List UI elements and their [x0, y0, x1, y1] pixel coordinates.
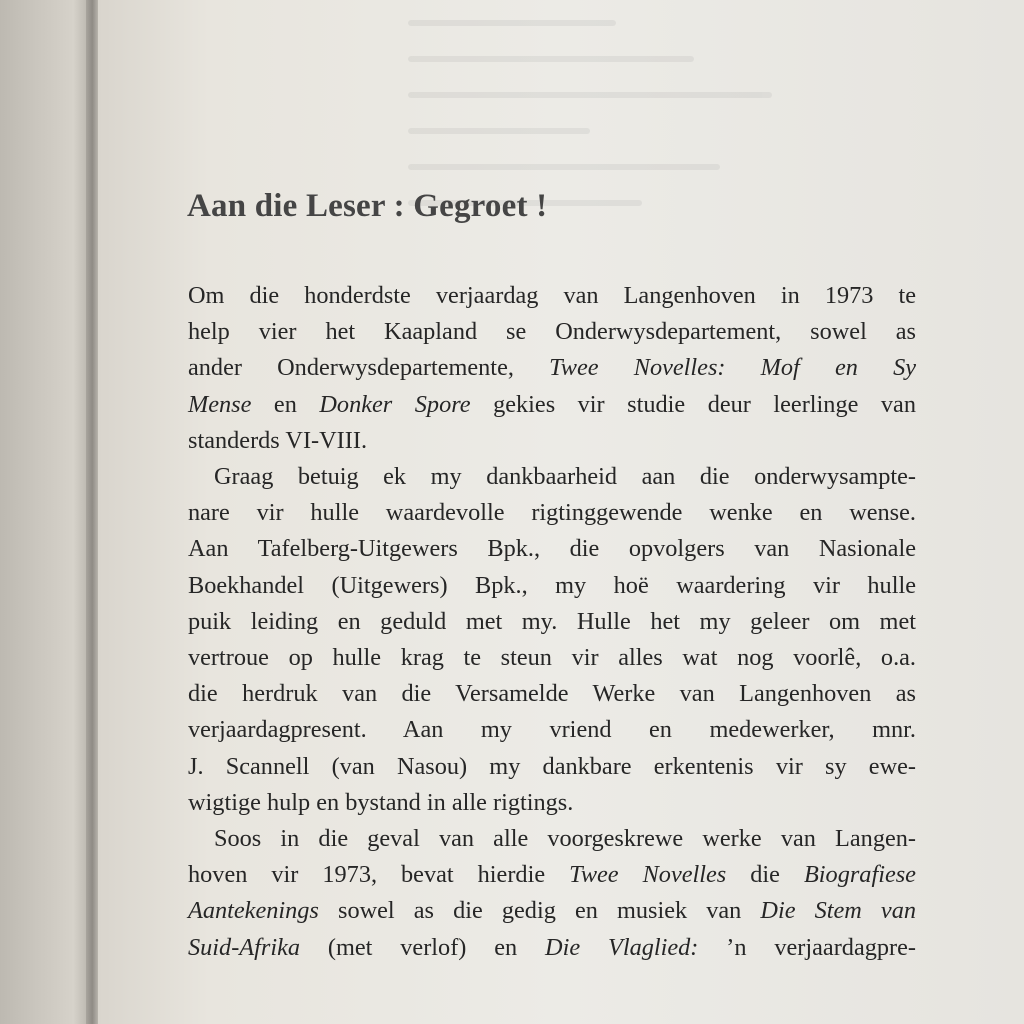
text-line: help vier het Kaapland se Onderwysdepartement, sowel as: [188, 318, 916, 346]
text-line: puik leiding en geduld met my. Hulle het my geleer om met: [188, 607, 916, 635]
text-line: [188, 893, 916, 929]
text-line: standerds VI-VIII.: [188, 426, 368, 454]
italic-title: Aantekenings: [188, 897, 319, 925]
italic-title: Die Vlaglied:: [545, 933, 699, 961]
text-line: vertroue op hulle krag te steun vir alles wat nog voorlê, o.a.: [188, 644, 916, 672]
italic-title: Donker Spore: [319, 390, 471, 418]
text-line: J. Scannell (van Nasou) my dankbare erkentenis vir sy ewe-: [188, 752, 916, 780]
italic-title: Die Stem van: [760, 897, 916, 925]
show-through-text: [408, 20, 928, 320]
text-line: [188, 857, 916, 893]
text-segment: ’n verjaardagpre-: [698, 933, 916, 961]
italic-title: Biografiese: [803, 861, 916, 889]
text-segment: gekies vir studie deur leerlinge van: [470, 390, 916, 418]
text-line: Soos in die geval van alle voorgeskrewe werke van Langen-: [214, 825, 916, 853]
text-line: [188, 387, 916, 423]
text-segment: ander Onderwysdepartemente,: [188, 354, 550, 382]
text-line: Aan Tafelberg-Uitgewers Bpk., die opvolgers van Nasionale: [188, 535, 916, 563]
text-segment: die: [726, 861, 804, 889]
body-text: [188, 278, 916, 966]
text-line: die herdruk van die Versamelde Werke van Langenhoven as: [188, 680, 916, 708]
paragraph: [188, 821, 916, 966]
text-line: Graag betuig ek my dankbaarheid aan die onderwysampte-: [214, 463, 916, 491]
text-line: wigtige hulp en bystand in alle rigtings.: [188, 788, 574, 816]
text-line: Om die honderdste verjaardag van Langenhoven in 1973 te: [188, 282, 916, 309]
paragraph: [188, 278, 916, 459]
text-segment: (met verlof) en: [300, 933, 546, 961]
italic-title: Mense: [188, 390, 252, 418]
italic-title: Suid-Afrika: [188, 933, 301, 961]
italic-title: Twee Novelles: Mof en Sy: [549, 354, 916, 382]
text-segment: sowel as die gedig en musiek van: [318, 897, 761, 925]
italic-title: Twee Novelles: [569, 861, 727, 889]
text-line: verjaardagpresent. Aan my vriend en medewerker, mnr.: [188, 716, 916, 744]
page-title: Aan die Leser : Gegroet !: [187, 188, 548, 225]
paragraph: [188, 459, 916, 821]
text-line: [188, 350, 916, 386]
text-line: nare vir hulle waardevolle rigtinggewende wenke en wense.: [188, 499, 916, 527]
text-line: [188, 930, 916, 966]
facing-page-edge: [0, 0, 92, 1024]
text-segment: en: [251, 390, 320, 418]
text-segment: hoven vir 1973, bevat hierdie: [188, 861, 570, 889]
text-line: Boekhandel (Uitgewers) Bpk., my hoë waardering vir hulle: [188, 571, 916, 599]
